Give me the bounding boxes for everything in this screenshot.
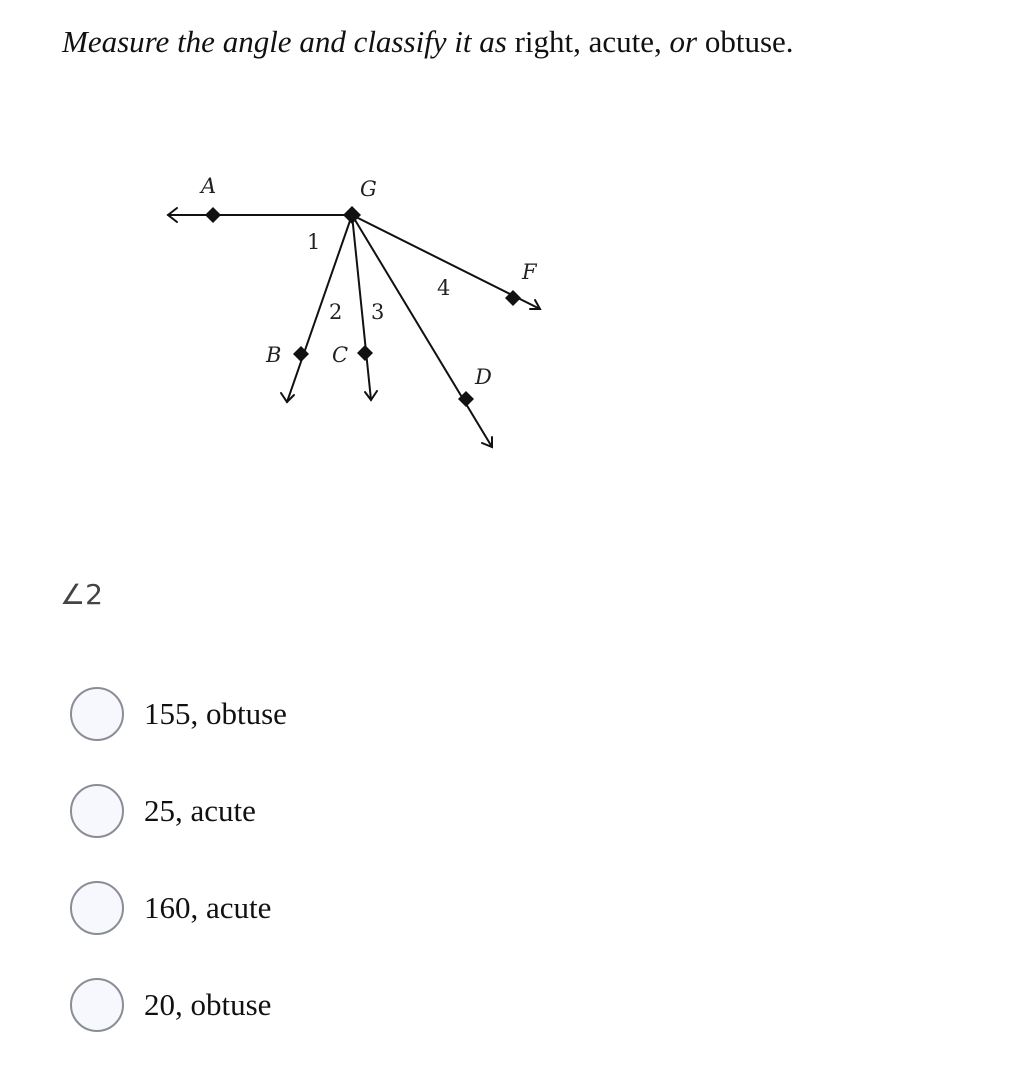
instruction-part-3: or <box>669 24 698 59</box>
point-marker-a <box>205 207 221 223</box>
radio-button[interactable] <box>70 978 124 1032</box>
choice-option-3[interactable] <box>70 878 287 938</box>
angle-reference: ∠2 <box>60 578 103 611</box>
point-marker-g <box>343 206 361 224</box>
radio-button[interactable] <box>70 784 124 838</box>
choice-option-1[interactable] <box>70 684 287 744</box>
angle-diagram <box>0 0 1012 520</box>
label-point-b: B <box>266 343 282 367</box>
choice-label: 25, acute <box>144 793 256 828</box>
label-point-c: C <box>332 343 349 367</box>
label-angle-2: 2 <box>329 300 343 324</box>
instruction-part-4: obtuse. <box>697 24 794 59</box>
label-angle-1: 1 <box>307 230 321 254</box>
instruction-part-1: Measure the angle and classify it as <box>62 24 507 59</box>
choice-label: 155, obtuse <box>144 696 287 731</box>
point-marker-c <box>357 345 373 361</box>
radio-button[interactable] <box>70 881 124 935</box>
choice-label: 160, acute <box>144 890 272 925</box>
radio-button[interactable] <box>70 687 124 741</box>
choice-label: 20, obtuse <box>144 987 272 1022</box>
label-angle-3: 3 <box>371 300 385 324</box>
label-point-g: G <box>360 177 377 201</box>
label-point-a: A <box>201 174 217 198</box>
label-point-d: D <box>475 365 492 389</box>
answer-choices <box>70 684 287 1072</box>
choice-option-2[interactable] <box>70 781 287 841</box>
label-angle-4: 4 <box>437 276 451 300</box>
instruction-part-2: right, acute, <box>506 24 670 59</box>
label-point-f: F <box>522 260 537 284</box>
choice-option-4[interactable] <box>70 975 287 1035</box>
arrowhead-b <box>281 393 294 402</box>
